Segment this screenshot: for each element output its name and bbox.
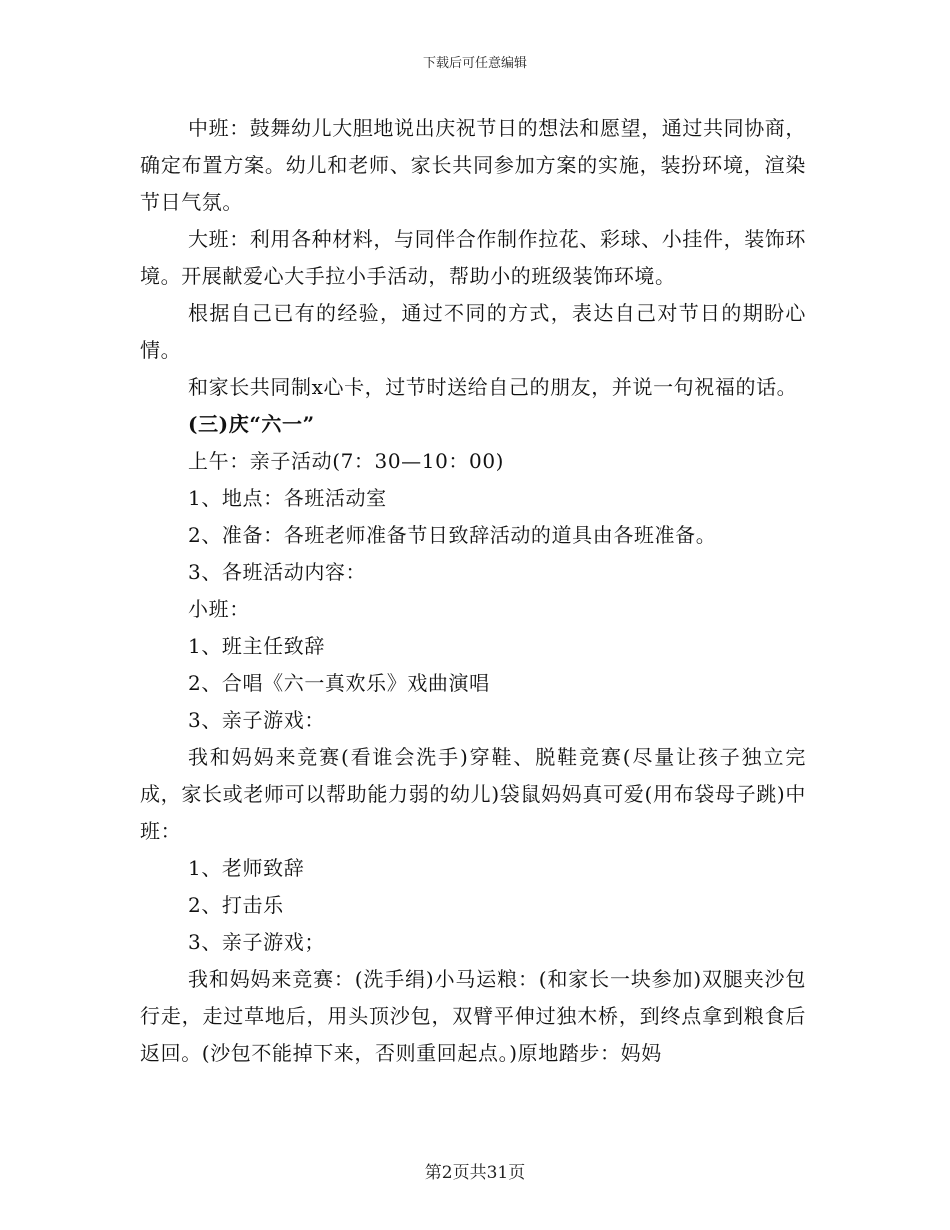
- list-item-preparation: 2、准备：各班老师准备节日致辞活动的道具由各班准备。: [188, 523, 717, 547]
- paragraph-middle-class: 中班：鼓舞幼儿大胆地说出庆祝节日的想法和愿望，通过共同协商，确定布置方案。幼儿和老师、家长共同参加方案的实施，装扮环境，渲染节日气氛。: [140, 116, 806, 214]
- section-heading: (三)庆“六一”: [188, 412, 315, 436]
- list-item-speech: 1、班主任致辞: [188, 634, 325, 658]
- list-item-location: 1、地点：各班活动室: [188, 486, 387, 510]
- page-number: 第2页共31页: [424, 1163, 526, 1183]
- document-body: [140, 110, 806, 1072]
- page-header: 下载后可任意编辑: [422, 56, 527, 71]
- paragraph-senior-class: 大班：利用各种材料，与同伴合作制作拉花、彩球、小挂件，装饰环境。开展献爱心大手拉小手活动，帮助小的班级装饰环境。: [140, 227, 806, 288]
- paragraph-expectation: 根据自己已有的经验，通过不同的方式，表达自己对节日的期盼心情。: [140, 301, 806, 362]
- paragraph-junior-games: 我和妈妈来竞赛(看谁会洗手)穿鞋、脱鞋竞赛(尽量让孩子独立完成，家长或老师可以帮助能力弱的幼儿)袋鼠妈妈真可爱(用布袋母子跳)中班：: [140, 745, 806, 843]
- list-item-teacher-speech: 1、老师致辞: [188, 856, 305, 880]
- paragraph-morning: 上午：亲子活动(7：30—10：00): [188, 449, 505, 473]
- list-item-chorus: 2、合唱《六一真欢乐》戏曲演唱: [188, 671, 490, 695]
- list-item-parent-games: 3、亲子游戏；: [188, 930, 325, 954]
- paragraph-junior-class: 小班：: [188, 597, 250, 621]
- list-item-percussion: 2、打击乐: [188, 893, 284, 917]
- paragraph-middle-games: 我和妈妈来竞赛：(洗手绢)小马运粮：(和家长一块参加)双腿夹沙包行走，走过草地后，用头顶沙包，双臂平伸过独木桥，到终点拿到粮食后返回。(沙包不能掉下来，否则重回起点。)原地踏步：妈妈: [140, 967, 806, 1065]
- list-item-games: 3、亲子游戏：: [188, 708, 325, 732]
- list-item-content: 3、各班活动内容：: [188, 560, 367, 584]
- paragraph-heart-card: 和家长共同制x心卡，过节时送给自己的朋友，并说一句祝福的话。: [188, 375, 798, 399]
